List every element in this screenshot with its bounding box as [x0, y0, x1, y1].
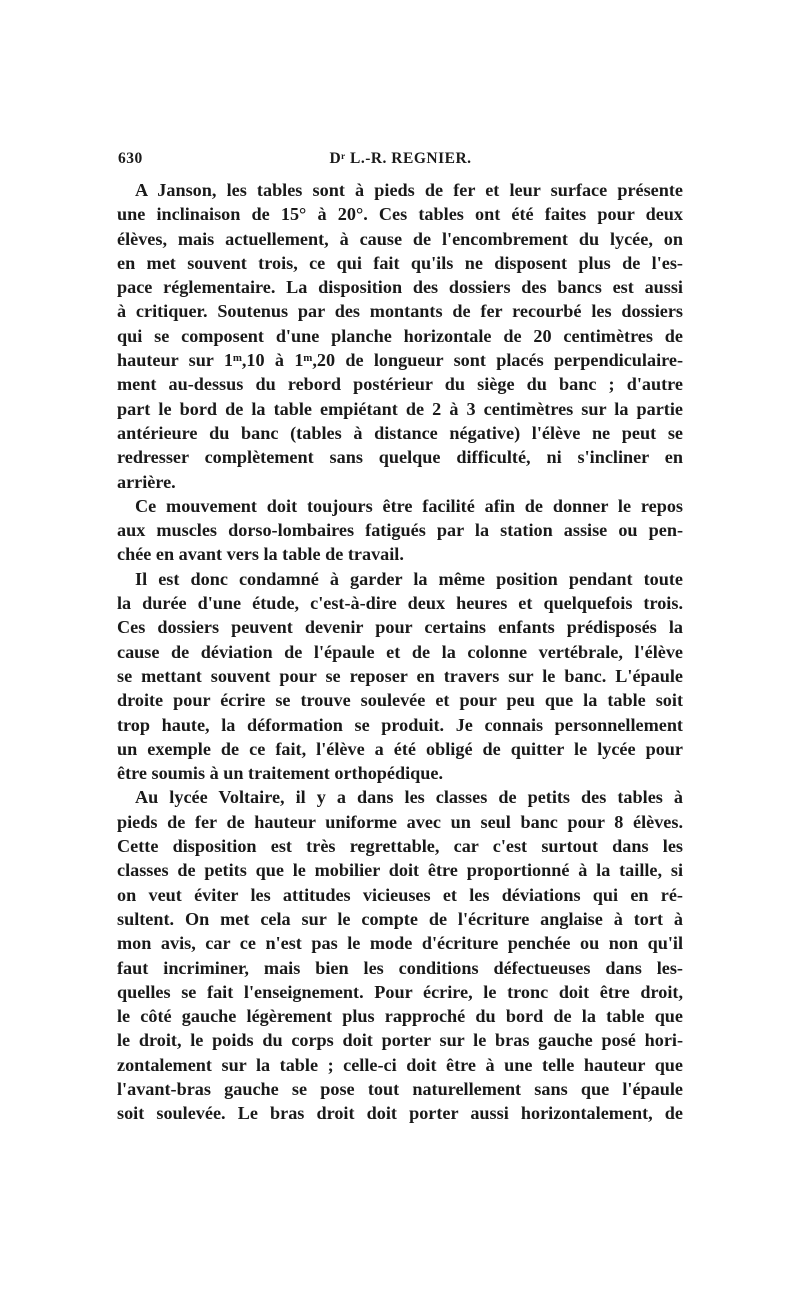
text-line: arrière.: [117, 471, 176, 492]
text-line: sultent. On met cela sur le compte de l'écriture anglaise à tort à: [117, 908, 683, 929]
text-line: mon avis, car ce n'est pas le mode d'écriture penchée ou non qu'il: [117, 933, 683, 954]
text-line: l'avant-bras gauche se pose tout naturellement sans que l'épaule: [117, 1078, 683, 1099]
page-header: [118, 150, 683, 174]
body-text: [117, 178, 683, 1126]
text-line: hauteur sur 1ᵐ,10 à 1ᵐ,20 de longueur sont placés perpendiculaire-: [117, 350, 683, 371]
paragraph: [117, 785, 683, 1125]
text-line: soit soulevée. Le bras droit doit porter aussi horizontalement, de: [117, 1103, 683, 1124]
paragraph: [117, 567, 683, 786]
page-number: 630: [118, 150, 143, 167]
text-line: cause de déviation de l'épaule et de la colonne vertébrale, l'élève: [117, 641, 683, 662]
text-line: redresser complètement sans quelque difficulté, ni s'incliner en: [117, 447, 683, 468]
text-line: droite pour écrire se trouve soulevée et pour peu que la table soit: [117, 690, 683, 711]
text-line: à critiquer. Soutenus par des montants de fer recourbé les dossiers: [117, 301, 683, 322]
paragraph: [117, 494, 683, 567]
text-line: aux muscles dorso-lombaires fatigués par la station assise ou pen-: [117, 520, 683, 541]
text-line: un exemple de ce fait, l'élève a été obligé de quitter le lycée pour: [117, 738, 683, 759]
text-line: zontalement sur la table ; celle-ci doit être à une telle hauteur que: [117, 1054, 683, 1075]
text-line: trop haute, la déformation se produit. Je connais personnellement: [117, 714, 683, 735]
text-line: la durée d'une étude, c'est-à-dire deux heures et quelquefois trois.: [117, 593, 683, 614]
text-line: ment au-dessus du rebord postérieur du siège du banc ; d'autre: [117, 374, 683, 395]
text-line: antérieure du banc (tables à distance négative) l'élève ne peut se: [117, 422, 683, 443]
text-line: on veut éviter les attitudes vicieuses et les déviations qui en ré-: [117, 884, 683, 905]
text-line: le côté gauche légèrement plus rapproché du bord de la table que: [117, 1006, 683, 1027]
text-line: classes de petits que le mobilier doit être proportionné à la taille, si: [117, 860, 683, 881]
text-line: Au lycée Voltaire, il y a dans les classes de petits des tables à: [135, 787, 683, 808]
text-line: part le bord de la table empiétant de 2 à 3 centimètres sur la partie: [117, 398, 683, 419]
paragraph: [117, 178, 683, 494]
text-line: qui se composent d'une planche horizontale de 20 centimètres de: [117, 325, 683, 346]
text-line: chée en avant vers la table de travail.: [117, 544, 404, 565]
running-head: Dʳ L.-R. REGNIER.: [329, 150, 472, 167]
text-line: Il est donc condamné à garder la même position pendant toute: [135, 568, 683, 589]
text-line: Ce mouvement doit toujours être facilité afin de donner le repos: [135, 495, 683, 516]
text-line: en met souvent trois, ce qui fait qu'ils ne disposent plus de l'es-: [117, 252, 683, 273]
text-line: une inclinaison de 15° à 20°. Ces tables ont été faites pour deux: [117, 204, 683, 225]
text-line: quelles se fait l'enseignement. Pour écrire, le tronc doit être droit,: [117, 981, 683, 1002]
text-line: pace réglementaire. La disposition des dossiers des bancs est aussi: [117, 277, 683, 298]
text-line: se mettant souvent pour se reposer en travers sur le banc. L'épaule: [117, 665, 683, 686]
text-line: élèves, mais actuellement, à cause de l'encombrement du lycée, on: [117, 228, 683, 249]
text-line: A Janson, les tables sont à pieds de fer et leur surface présente: [135, 180, 683, 200]
text-line: Cette disposition est très regrettable, car c'est surtout dans les: [117, 836, 683, 857]
text-line: pieds de fer de hauteur uniforme avec un seul banc pour 8 élèves.: [117, 811, 683, 832]
text-line: être soumis à un traitement orthopédique.: [117, 763, 444, 784]
text-line: faut incriminer, mais bien les conditions défectueuses dans les-: [117, 957, 683, 978]
text-line: Ces dossiers peuvent devenir pour certains enfants prédisposés la: [117, 617, 683, 638]
text-line: le droit, le poids du corps doit porter sur le bras gauche posé hori-: [117, 1030, 683, 1051]
